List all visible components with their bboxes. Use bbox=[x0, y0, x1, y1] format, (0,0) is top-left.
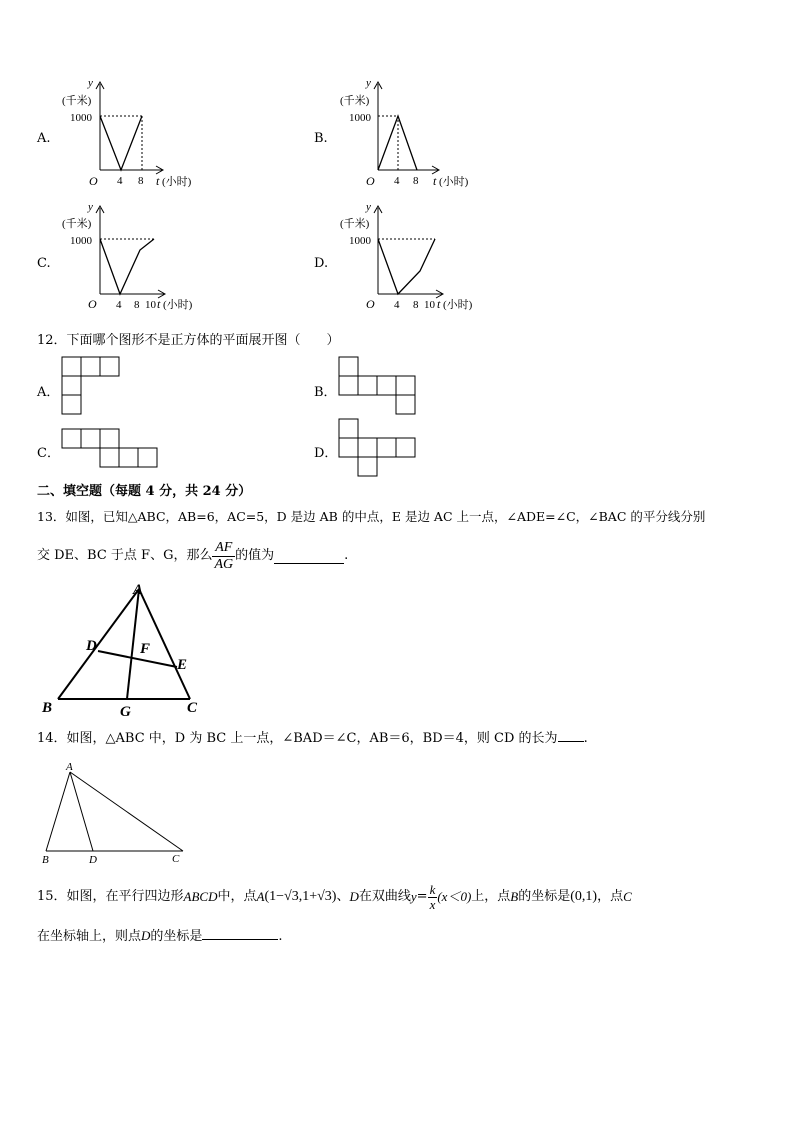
x-tick-label: 10 bbox=[145, 299, 156, 311]
q15-p1: 15．如图，在平行四边形 bbox=[37, 889, 184, 904]
vertex-label-b: B bbox=[42, 700, 53, 716]
x-tick-label: 8 bbox=[138, 175, 144, 187]
q15-eq: = bbox=[416, 889, 428, 904]
x-label: t bbox=[433, 174, 437, 188]
q11-option-a-letter[interactable]: A. bbox=[37, 131, 51, 146]
x-tick-label: 4 bbox=[394, 299, 400, 311]
q12-option-b-letter[interactable]: B． bbox=[314, 385, 337, 400]
y-tick-label: 1000 bbox=[349, 235, 371, 247]
unit-label: (千米) bbox=[340, 95, 370, 107]
fraction-denominator: x bbox=[429, 896, 436, 912]
vertex-label-d: D bbox=[89, 854, 97, 866]
origin-label: O bbox=[89, 174, 98, 188]
q15-coord-b: (0,1) bbox=[570, 889, 598, 904]
x-unit-label: (小时) bbox=[162, 176, 192, 188]
y-tick-label: 1000 bbox=[70, 112, 92, 124]
q14-question-text: 14．如图，△ABC 中，D 为 BC 上一点，∠BAD＝∠C，AB＝6，BD＝4，则 CD 的长为 bbox=[37, 731, 558, 746]
x-tick-label: 4 bbox=[394, 175, 400, 187]
vertex-label-f: F bbox=[140, 641, 151, 657]
q15-coord-a: (1−√3,1+√3) bbox=[264, 889, 337, 904]
q15-p6: 的坐标是 bbox=[518, 889, 571, 904]
q15-p7: ，点 bbox=[597, 889, 624, 904]
q15-end: . bbox=[278, 929, 283, 944]
q15-text-line1 bbox=[37, 879, 632, 915]
q15-text-line2 bbox=[37, 926, 283, 946]
q11-option-c-letter[interactable]: C. bbox=[37, 256, 51, 271]
q12-option-c-letter[interactable]: C． bbox=[37, 446, 60, 461]
x-unit-label: (小时) bbox=[439, 176, 469, 188]
vertex-label-b: B bbox=[42, 854, 49, 866]
q15-point-a: A bbox=[256, 889, 265, 904]
y-label: y bbox=[88, 201, 93, 213]
q14-end: . bbox=[583, 731, 588, 746]
vertex-label-c: C bbox=[172, 853, 180, 865]
y-label: y bbox=[88, 77, 93, 89]
q11-option-d-letter[interactable]: D. bbox=[314, 256, 329, 271]
x-label: t bbox=[437, 297, 441, 311]
unit-label: (千米) bbox=[62, 218, 92, 230]
q15-p2: 中，点 bbox=[217, 889, 257, 904]
q15-answer-blank[interactable] bbox=[202, 926, 278, 940]
q12-option-d-letter[interactable]: D． bbox=[314, 446, 338, 461]
x-tick-label: 4 bbox=[117, 175, 123, 187]
origin-label: O bbox=[88, 297, 97, 311]
y-label: y bbox=[366, 77, 371, 89]
x-tick-label: 4 bbox=[116, 299, 122, 311]
x-tick-label: 8 bbox=[413, 175, 419, 187]
q13-text-line1: 13．如图，已知△ABC，AB=6，AC=5，D 是边 AB 的中点，E 是边 AC 上一点，∠ADE=∠C，∠BAC 的平分线分别 bbox=[37, 509, 706, 524]
q15-fraction bbox=[428, 883, 438, 912]
q13-line2-pre: 交 DE、BC 于点 F、G，那么 bbox=[37, 548, 213, 563]
x-unit-label: (小时) bbox=[443, 299, 473, 311]
origin-label: O bbox=[366, 174, 375, 188]
q15-point-b: B bbox=[510, 889, 519, 904]
fraction-denominator: AG bbox=[214, 556, 234, 572]
vertex-label-a: A bbox=[133, 582, 144, 598]
vertex-label-a: A bbox=[66, 761, 73, 773]
q15-p3: 、 bbox=[336, 889, 350, 904]
x-tick-label: 10 bbox=[424, 299, 435, 311]
section-title: 二、填空题（每题 4 分，共 24 分） bbox=[37, 484, 252, 499]
unit-label: (千米) bbox=[340, 218, 370, 230]
vertex-label-c: C bbox=[187, 700, 198, 716]
origin-label: O bbox=[366, 297, 375, 311]
y-tick-label: 1000 bbox=[70, 235, 92, 247]
q15-line2-point-d: D bbox=[141, 928, 151, 943]
q12-option-a-letter[interactable]: A． bbox=[37, 385, 60, 400]
q12-question-text: 12．下面哪个图形不是正方体的平面展开图（ ） bbox=[37, 333, 340, 348]
y-tick-label: 1000 bbox=[349, 112, 371, 124]
x-tick-label: 8 bbox=[134, 299, 140, 311]
q15-line2-a: 在坐标轴上，则点 bbox=[37, 929, 142, 944]
x-unit-label: (小时) bbox=[163, 299, 193, 311]
fraction-numerator: AF bbox=[212, 540, 235, 557]
q15-abcd: ABCD bbox=[183, 889, 218, 904]
vertex-label-g: G bbox=[120, 704, 131, 720]
q15-p4: 在双曲线 bbox=[358, 889, 411, 904]
q13-end: . bbox=[344, 548, 349, 563]
x-label: t bbox=[157, 297, 161, 311]
q15-line2-b: 的坐标是 bbox=[150, 929, 203, 944]
fraction-numerator: k bbox=[429, 881, 436, 897]
q13-line2-post: 的值为 bbox=[235, 548, 275, 563]
y-label: y bbox=[366, 201, 371, 213]
q15-p5: 上，点 bbox=[471, 889, 511, 904]
q15-func-lhs: y bbox=[410, 889, 417, 904]
unit-label: (千米) bbox=[62, 95, 92, 107]
q15-point-d: D bbox=[349, 889, 359, 904]
vertex-label-e: E bbox=[177, 657, 188, 673]
q15-cond: (x＜0) bbox=[437, 889, 472, 904]
x-label: t bbox=[156, 174, 160, 188]
q11-option-b-letter[interactable]: B. bbox=[314, 131, 328, 146]
q15-point-c: C bbox=[623, 889, 632, 904]
x-tick-label: 8 bbox=[413, 299, 419, 311]
vertex-label-d: D bbox=[86, 638, 97, 654]
